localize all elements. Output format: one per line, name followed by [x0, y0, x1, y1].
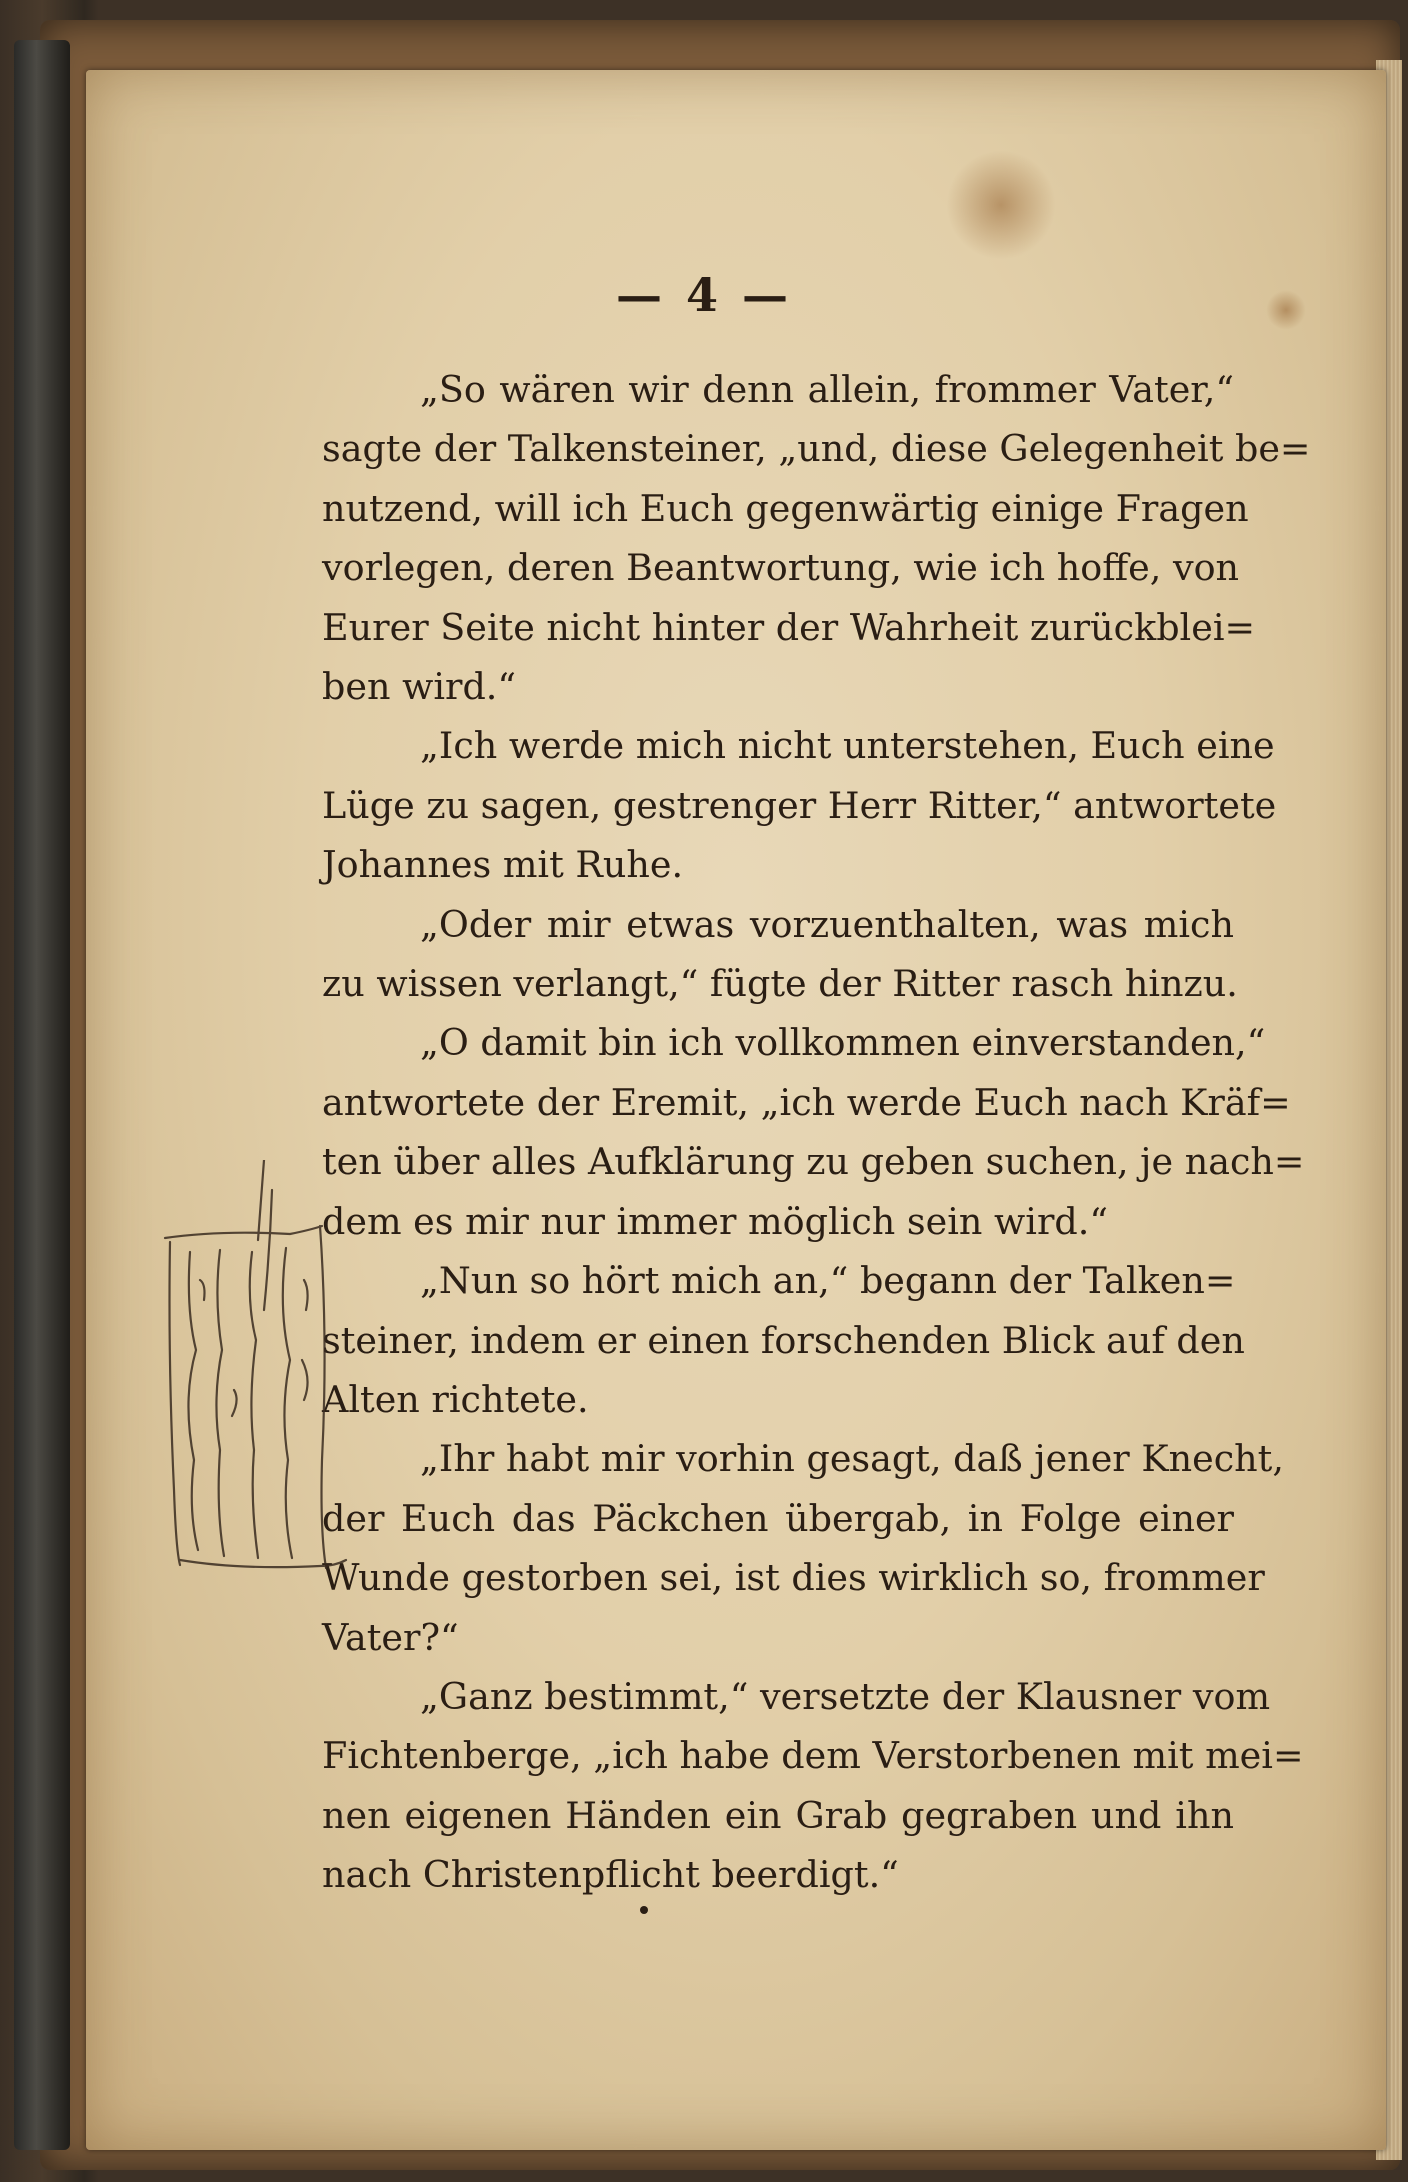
paragraph [322, 1013, 1305, 1251]
text-line: ten über alles Aufklärung zu geben suchen, je nach= [322, 1140, 1305, 1184]
text-line: antwortete der Eremit, „ich werde Euch nach Kräf= [322, 1080, 1291, 1124]
paragraph [322, 1667, 1304, 1905]
text-line: Johannes mit Ruhe. [322, 843, 684, 887]
paragraph [322, 360, 1311, 716]
text-line: vorlegen, deren Beantwortung, wie ich hoffe, von [322, 546, 1240, 590]
text-line: Wunde gestorben sei, ist dies wirklich so, frommer [322, 1556, 1265, 1600]
text-line: der Euch das Päckchen übergab, in Folge einer [322, 1496, 1234, 1540]
text-line: „Ich werde mich nicht unterstehen, Euch eine [420, 724, 1275, 768]
text-line: „Nun so hört mich an,“ begann der Talken= [420, 1259, 1236, 1303]
text-line: steiner, indem er einen forschenden Blick auf den [322, 1318, 1245, 1362]
text-line: nen eigenen Händen ein Grab gegraben und ihn [322, 1793, 1234, 1837]
text-line: zu wissen verlangt,“ fügte der Ritter rasch hinzu. [322, 962, 1238, 1006]
text-line: „Oder mir etwas vorzuenthalten, was mich [420, 902, 1234, 946]
paragraph [322, 1251, 1245, 1429]
text-line: Lüge zu sagen, gestrenger Herr Ritter,“ antwortete [322, 783, 1277, 827]
text-line: „O damit bin ich vollkommen einverstanden,“ [420, 1021, 1266, 1065]
text-line: nach Christenpflicht beerdigt.“ [322, 1853, 899, 1897]
text-line: Alten richtete. [322, 1377, 589, 1421]
book-spine [14, 40, 70, 2150]
text-line: Eurer Seite nicht hinter der Wahrheit zurückblei= [322, 605, 1256, 649]
text-line: „Ganz bestimmt,“ versetzte der Klausner vom [420, 1674, 1271, 1718]
page-number: — 4 — [615, 268, 793, 322]
paragraph [322, 895, 1238, 1014]
text-line: Vater?“ [322, 1615, 459, 1659]
text-line: „Ihr habt mir vorhin gesagt, daß jener Knecht, [420, 1437, 1284, 1481]
pencil-sketch-drawing [160, 1160, 360, 1600]
text-line: sagte der Talkensteiner, „und, diese Gelegenheit be= [322, 427, 1311, 471]
text-line: Fichtenberge, „ich habe dem Verstorbenen mit mei= [322, 1734, 1304, 1778]
paragraph [322, 716, 1277, 894]
paragraph [322, 1429, 1284, 1667]
body-text [322, 360, 1311, 1905]
text-line: nutzend, will ich Euch gegenwärtig einige Fragen [322, 486, 1249, 530]
stain-spot [946, 150, 1056, 260]
text-line: „So wären wir denn allein, frommer Vater,“ [420, 368, 1234, 411]
text-line: ben wird.“ [322, 665, 517, 709]
ink-dot [640, 1906, 648, 1914]
text-line: dem es mir nur immer möglich sein wird.“ [322, 1199, 1109, 1243]
